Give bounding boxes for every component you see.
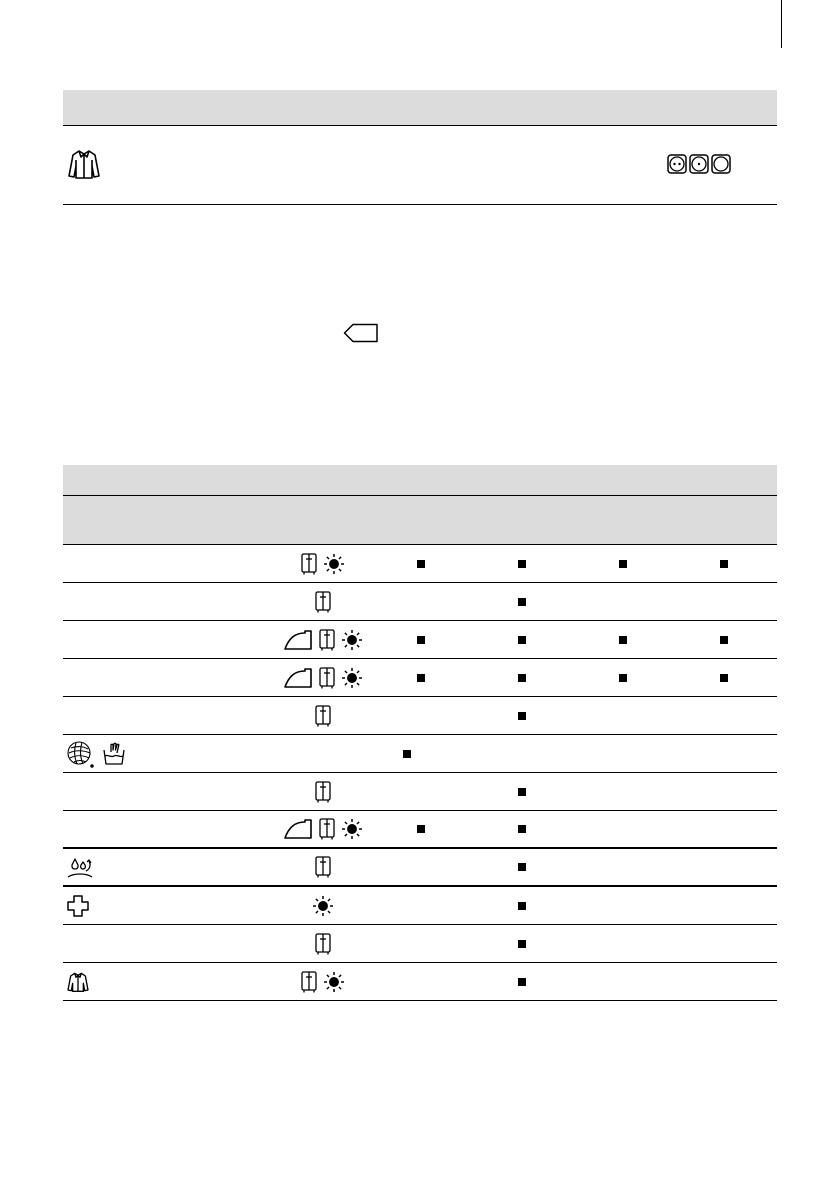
wardrobe-icon bbox=[319, 667, 335, 689]
sun-icon bbox=[341, 818, 363, 840]
wardrobe-icon bbox=[315, 856, 331, 878]
top-table-row bbox=[63, 126, 777, 205]
iron-icon bbox=[283, 818, 313, 840]
sun-icon bbox=[323, 553, 345, 575]
sun-icon bbox=[323, 971, 345, 993]
refresh-steam-icon bbox=[66, 855, 94, 879]
program-cell bbox=[66, 849, 94, 885]
check-mark bbox=[720, 560, 728, 568]
program-cell bbox=[66, 887, 90, 924]
top-table-header bbox=[63, 90, 777, 126]
table-row bbox=[63, 963, 777, 1001]
options-table-subheader bbox=[63, 496, 777, 545]
check-mark bbox=[518, 825, 526, 833]
wardrobe-icon bbox=[319, 818, 335, 840]
iron-icon bbox=[283, 629, 313, 651]
jacket-icon bbox=[66, 970, 90, 994]
program-cell bbox=[66, 735, 126, 772]
check-mark bbox=[518, 902, 526, 910]
check-mark bbox=[518, 598, 526, 606]
option-icons-cell bbox=[268, 545, 378, 582]
check-mark bbox=[403, 750, 411, 758]
dry-level-empty-icon bbox=[711, 154, 731, 174]
option-icons-cell bbox=[268, 659, 378, 696]
check-mark bbox=[518, 978, 526, 986]
option-icons-cell bbox=[268, 887, 378, 924]
wardrobe-icon bbox=[315, 933, 331, 955]
sun-icon bbox=[312, 895, 334, 917]
table-row bbox=[63, 773, 777, 811]
wardrobe-icon bbox=[301, 971, 317, 993]
option-icons-cell bbox=[268, 697, 378, 734]
hygiene-cross-icon bbox=[66, 894, 90, 918]
sun-icon bbox=[341, 667, 363, 689]
options-table-header bbox=[63, 465, 777, 496]
wardrobe-icon bbox=[315, 705, 331, 727]
program-cell bbox=[66, 963, 90, 1000]
check-mark bbox=[518, 560, 526, 568]
check-mark bbox=[417, 825, 425, 833]
check-mark bbox=[720, 636, 728, 644]
options-table-body bbox=[63, 545, 777, 1001]
wardrobe-icon bbox=[315, 591, 331, 613]
iron-icon bbox=[283, 667, 313, 689]
table-row bbox=[63, 583, 777, 621]
table-row bbox=[63, 697, 777, 735]
check-mark bbox=[518, 863, 526, 871]
check-mark bbox=[720, 674, 728, 682]
table-row bbox=[63, 811, 777, 849]
table-row bbox=[63, 735, 777, 773]
table-row bbox=[63, 887, 777, 925]
option-icons-cell bbox=[268, 963, 378, 1000]
check-mark bbox=[619, 636, 627, 644]
check-mark bbox=[518, 674, 526, 682]
tag-outline-icon bbox=[343, 323, 379, 343]
dry-level-one-dot-icon bbox=[689, 154, 709, 174]
check-mark bbox=[619, 560, 627, 568]
wool-icon bbox=[66, 740, 94, 768]
option-icons-cell bbox=[268, 811, 378, 847]
table-row bbox=[63, 849, 777, 887]
table-row bbox=[63, 659, 777, 697]
check-mark bbox=[518, 712, 526, 720]
option-icons-cell bbox=[268, 583, 378, 620]
dry-level-two-dots-icon bbox=[667, 154, 687, 174]
option-icons-cell bbox=[268, 925, 378, 962]
option-icons-cell bbox=[268, 621, 378, 658]
dry-level-icons bbox=[667, 154, 731, 174]
check-mark bbox=[417, 636, 425, 644]
wardrobe-icon bbox=[315, 781, 331, 803]
jacket-icon bbox=[66, 146, 102, 182]
wardrobe-icon bbox=[319, 629, 335, 651]
page-edge-marker bbox=[781, 0, 782, 48]
table-row bbox=[63, 621, 777, 659]
sun-icon bbox=[341, 629, 363, 651]
check-mark bbox=[518, 940, 526, 948]
option-icons-cell bbox=[268, 773, 378, 810]
check-mark bbox=[518, 636, 526, 644]
table-row bbox=[63, 545, 777, 583]
wardrobe-icon bbox=[301, 553, 317, 575]
handwash-icon bbox=[102, 742, 126, 766]
check-mark bbox=[619, 674, 627, 682]
table-row bbox=[63, 925, 777, 963]
check-mark bbox=[417, 674, 425, 682]
check-mark bbox=[417, 560, 425, 568]
check-mark bbox=[518, 788, 526, 796]
option-icons-cell bbox=[268, 849, 378, 885]
